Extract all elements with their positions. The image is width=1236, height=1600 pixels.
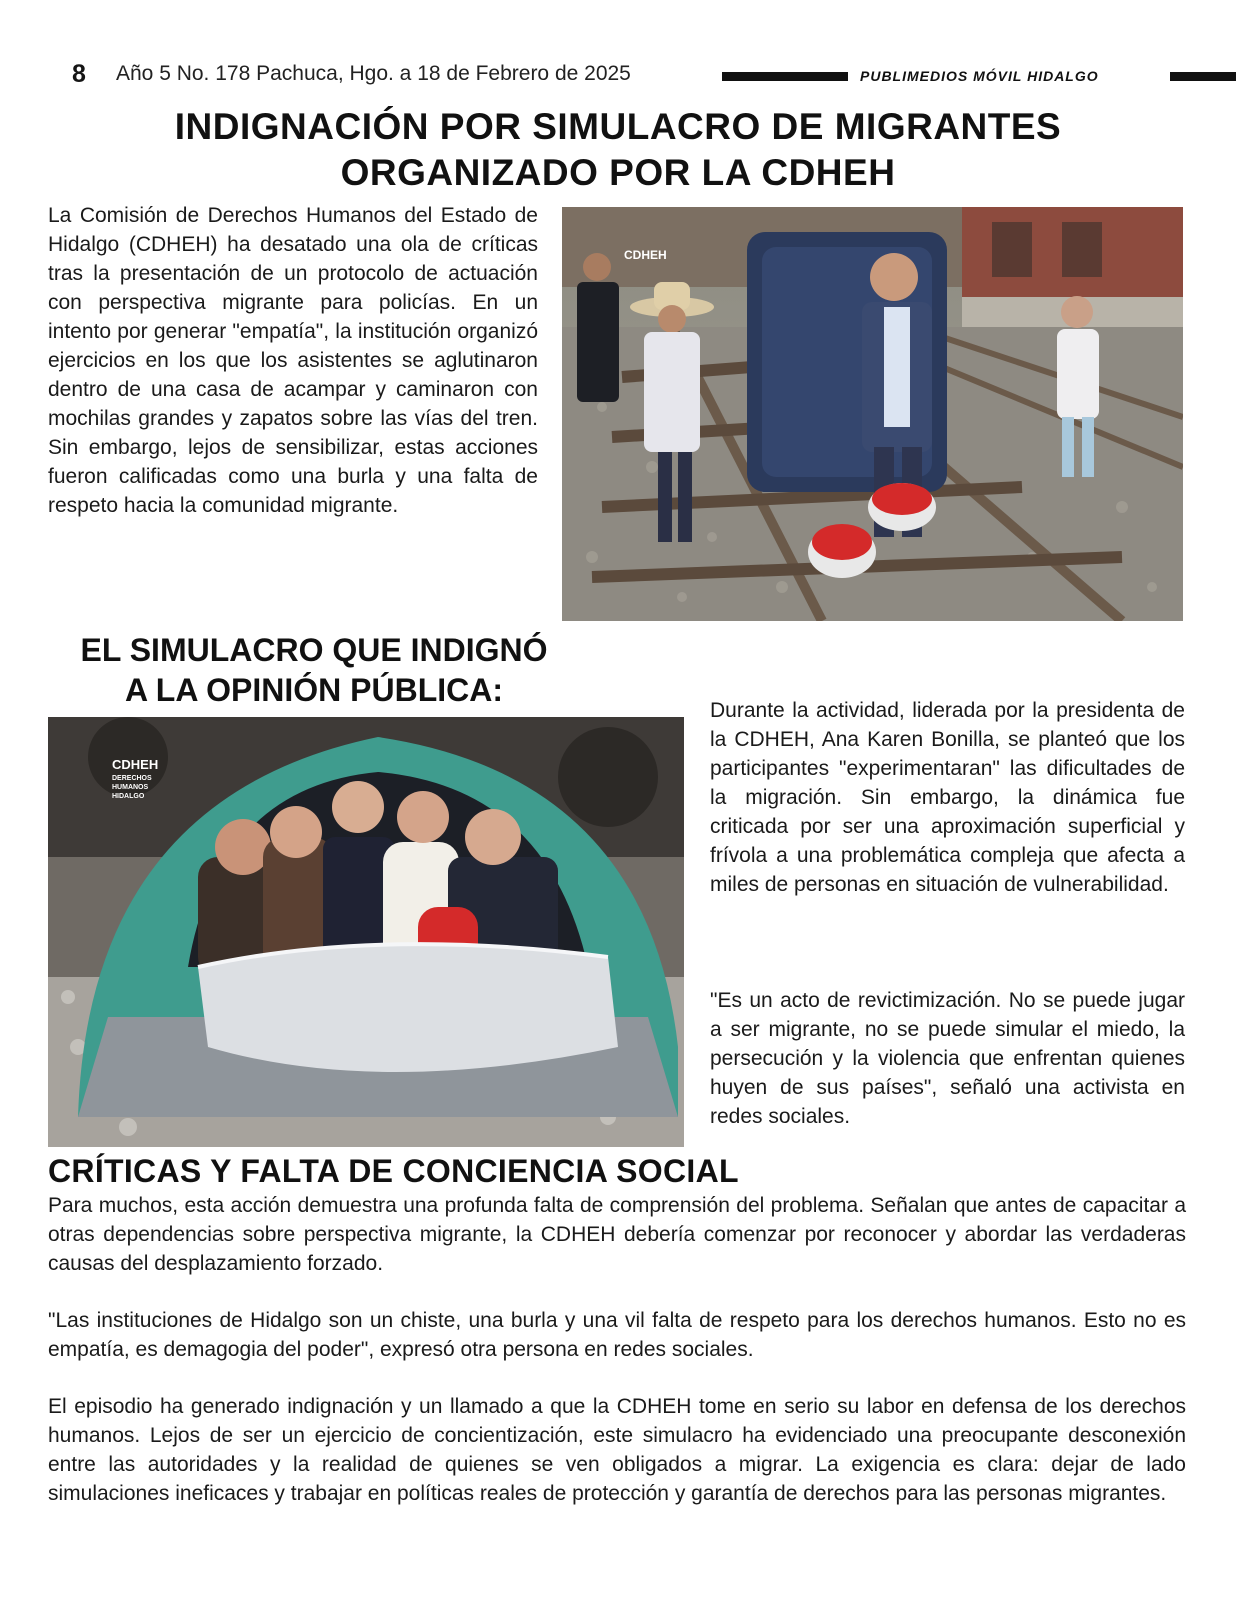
headline-line-1: INDIGNACIÓN POR SIMULACRO DE MIGRANTES — [174, 106, 1062, 147]
cdheh-logo-2-line3: HUMANOS — [112, 784, 149, 791]
page-number: 8 — [72, 60, 86, 88]
photo-train-tracks — [562, 207, 1183, 621]
header-rule-left — [722, 72, 848, 81]
section2-paragraph-3: El episodio ha generado indignación y un llamado a que la CDHEH tome en serio su labor en defensa de los derechos humanos. Lejos de ser un ejercicio de concientización, este simulacro ha evidenciado una preocupante desconexión entre las autoridades y la realidad de quienes se ven obligados a migrar. La exigencia es clara: dejar de lado simulaciones ineficaces y trabajar en políticas reales de protección y garantía de derechos para las personas migrantes. — [48, 1395, 1186, 1505]
cdheh-logo-2-line4: HIDALGO — [112, 793, 145, 800]
cdheh-logo-2: CDHEH — [112, 757, 159, 772]
intro-paragraph: La Comisión de Derechos Humanos del Estado de Hidalgo (CDHEH) ha desatado una ola de críticas tras la presentación de un protocolo de actuación con perspectiva migrante para policías. En un intento por generar "empatía", la institución organizó ejercicios en los que los asistentes se aglutinaron dentro de una casa de acampar y caminaron con mochilas grandes y zapatos sobre las vías del tren. Sin embargo, lejos de sensibilizar, estas acciones fueron calificadas como una burla y una falta de respeto hacia la comunidad migrante. — [48, 204, 538, 517]
section1-title-line-1: EL SIMULACRO QUE INDIGNÓ — [80, 632, 548, 668]
section1-title-line-2: A LA OPINIÓN PÚBLICA: — [124, 672, 504, 708]
brand-name: PUBLIMEDIOS MÓVIL HIDALGO — [860, 68, 1099, 84]
headline — [60, 104, 1176, 196]
headline-line-2: ORGANIZADO POR LA CDHEH — [340, 152, 896, 193]
header-rule-right — [1170, 72, 1236, 81]
section1-paragraph-2: "Es un acto de revictimización. No se puede jugar a ser migrante, no se puede simular el miedo, la persecución y la violencia que enfrentan quienes huyen de sus países", señaló una activista en redes sociales. — [710, 989, 1185, 1128]
issue-line: Año 5 No. 178 Pachuca, Hgo. a 18 de Febrero de 2025 — [116, 62, 631, 85]
photo-tent — [48, 717, 684, 1147]
cdheh-logo-2-line2: DERECHOS — [112, 775, 152, 782]
cdheh-logo-1: CDHEH — [624, 248, 667, 262]
section2-paragraph-1: Para muchos, esta acción demuestra una profunda falta de comprensión del problema. Señalan que antes de capacitar a otras dependencias sobre perspectiva migrante, la CDHEH debería comenzar por reconocer y abordar las verdaderas causas del desplazamiento forzado. — [48, 1194, 1186, 1275]
section2-title: CRÍTICAS Y FALTA DE CONCIENCIA SOCIAL — [48, 1153, 739, 1189]
section1-title — [54, 630, 574, 710]
section2-paragraph-2: "Las instituciones de Hidalgo son un chiste, una burla y una vil falta de respeto para los derechos humanos. Esto no es empatía, es demagogia del poder", expresó otra persona en redes sociales. — [48, 1309, 1186, 1361]
section1-paragraph-1: Durante la actividad, liderada por la presidenta de la CDHEH, Ana Karen Bonilla, se planteó que los participantes "experimentaran" las dificultades de la migración. Sin embargo, la dinámica fue criticada por ser una aproximación superficial y frívola a una problemática compleja que afecta a miles de personas en situación de vulnerabilidad. — [710, 699, 1185, 896]
